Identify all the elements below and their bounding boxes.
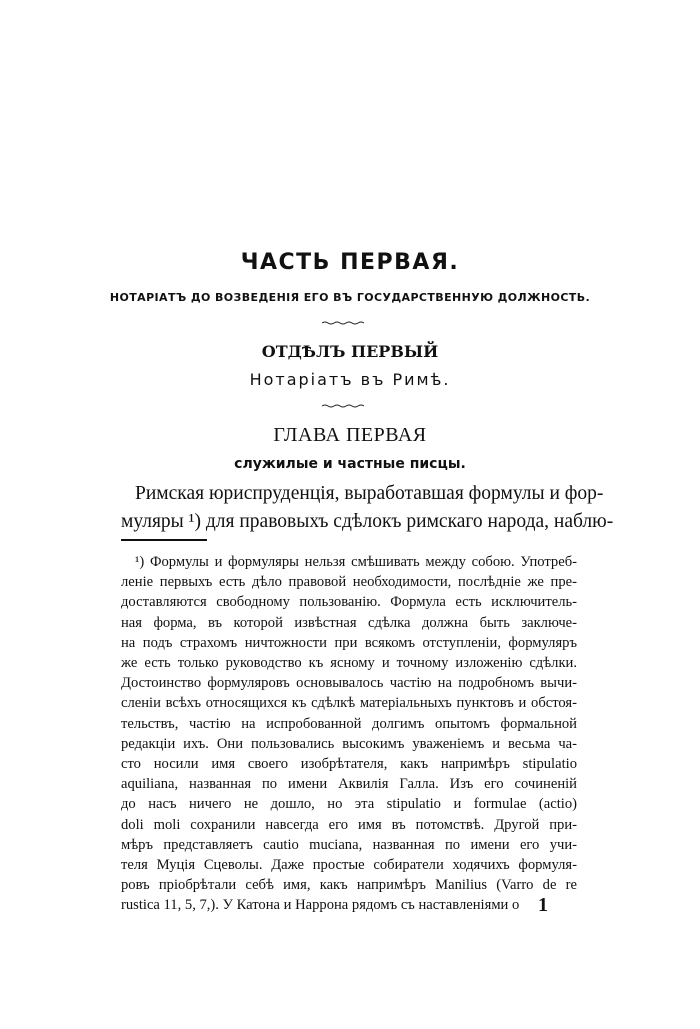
page-number: 1 bbox=[538, 894, 548, 916]
footnote-line: сленіи всѣхъ относящихся къ сдѣлкѣ матеріальныхъ пунктовъ и обстоя- bbox=[121, 695, 577, 712]
footnote-line: Достоинство формуляровъ основывалось частію на подробномъ вычи- bbox=[121, 675, 577, 692]
footnote-line: тельствъ, частію на испробованной долгимъ опытомъ формальной bbox=[121, 715, 577, 732]
footnote-line: доставляются свободному пользованію. Формула есть исключитель- bbox=[121, 594, 577, 611]
footnote-separator bbox=[121, 539, 207, 541]
footnote-line: aquiliana, названная по имени Аквилія Галла. Изъ его сочиненій bbox=[121, 776, 577, 793]
ornament-divider bbox=[321, 404, 367, 408]
footnote-line: на подъ страхомъ ничтожности при всякомъ отступленіи, формуляръ bbox=[121, 634, 577, 651]
footnote-line: ¹) Формулы и формуляры нельзя смѣшивать между собою. Употреб- bbox=[135, 554, 577, 570]
part-subtitle: НОТАРІАТЪ ДО ВОЗВЕДЕНІЯ ЕГО ВЪ ГОСУДАРСТВЕННУЮ ДОЛЖНОСТЬ. bbox=[109, 291, 591, 304]
body-paragraph bbox=[121, 480, 614, 536]
section-title: ОТДѢЛЪ ПЕРВЫЙ bbox=[261, 342, 439, 361]
footnote-line: до насъ ничего не дошло, но эта stipulatio и formulae (actio) bbox=[121, 796, 577, 813]
chapter-title: ГЛАВА ПЕРВАЯ bbox=[273, 424, 427, 446]
ornament-divider bbox=[321, 321, 367, 325]
body-line: Римская юриспруденція, выработавшая формулы и фор- bbox=[135, 483, 604, 504]
section-subtitle: Нотаріатъ въ Римѣ. bbox=[249, 370, 451, 389]
footnote bbox=[121, 552, 577, 916]
footnote-line: леніе первыхъ есть дѣло правовой необходимости, послѣдніе же пре- bbox=[121, 574, 577, 591]
footnote-line: теля Муція Сцеволы. Даже простые собиратели ходячихъ формуля- bbox=[121, 857, 577, 874]
body-line: муляры ¹) для правовыхъ сдѣлокъ римскаго народа, наблю- bbox=[121, 511, 614, 532]
footnote-line: редакціи ихъ. Они пользовались высокимъ уваженіемъ и весьма ча- bbox=[121, 735, 577, 752]
footnote-line: сто носили имя своего изобрѣтателя, какъ напримѣръ stipulatio bbox=[121, 756, 577, 773]
chapter-subtitle: служилые и частные писцы. bbox=[234, 456, 466, 472]
footnote-line: ровъ пріобрѣтали себѣ имя, какъ напримѣръ Manilius (Varro de re bbox=[121, 877, 577, 894]
footnote-line: doli moli сохранили навсегда его имя въ потомствѣ. Другой при- bbox=[121, 816, 577, 833]
footnote-line: rustica 11, 5, 7,). У Катона и Наррона рядомъ съ наставленіями о bbox=[121, 897, 520, 914]
footnote-line: же есть только руководство къ ясному и точному изложенію сдѣлки. bbox=[121, 655, 577, 672]
footnote-line: мѣръ представляетъ cautio muciana, названная по имени его учи- bbox=[121, 836, 577, 853]
part-title: ЧАСТЬ ПЕРВАЯ. bbox=[240, 250, 460, 275]
footnote-line: ная форма, въ которой извѣстная сдѣлка должна быть заключе- bbox=[121, 614, 577, 631]
